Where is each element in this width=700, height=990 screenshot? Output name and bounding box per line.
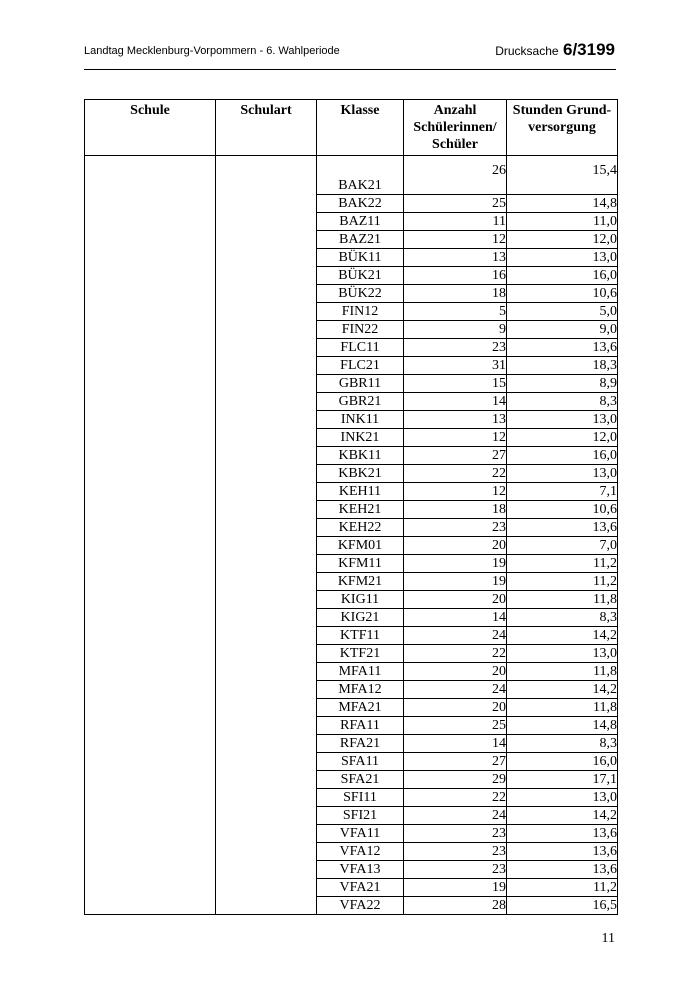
klasse-cell: FLC11 xyxy=(317,339,404,357)
anzahl-cell: 22 xyxy=(404,645,507,663)
anzahl-cell: 26 xyxy=(404,156,507,195)
klasse-cell: FIN22 xyxy=(317,321,404,339)
stunden-cell: 13,0 xyxy=(507,411,618,429)
klasse-cell: MFA11 xyxy=(317,663,404,681)
stunden-cell: 11,8 xyxy=(507,699,618,717)
klasse-cell: VFA22 xyxy=(317,897,404,915)
klasse-cell: KEH22 xyxy=(317,519,404,537)
header-parliament-title: Landtag Mecklenburg-Vorpommern - 6. Wahlperiode xyxy=(84,45,340,57)
klasse-cell: KIG11 xyxy=(317,591,404,609)
anzahl-cell: 16 xyxy=(404,267,507,285)
column-header-anzahl: Anzahl Schülerinnen/ Schüler xyxy=(404,100,507,156)
klasse-cell: KFM21 xyxy=(317,573,404,591)
anzahl-cell: 20 xyxy=(404,663,507,681)
stunden-cell: 9,0 xyxy=(507,321,618,339)
stunden-cell: 8,3 xyxy=(507,735,618,753)
anzahl-cell: 14 xyxy=(404,393,507,411)
stunden-cell: 13,0 xyxy=(507,645,618,663)
anzahl-cell: 28 xyxy=(404,897,507,915)
anzahl-cell: 24 xyxy=(404,627,507,645)
klasse-cell: BÜK22 xyxy=(317,285,404,303)
klasse-cell: SFI21 xyxy=(317,807,404,825)
anzahl-cell: 13 xyxy=(404,411,507,429)
anzahl-cell: 15 xyxy=(404,375,507,393)
klasse-cell: FIN12 xyxy=(317,303,404,321)
anzahl-cell: 14 xyxy=(404,735,507,753)
klasse-cell: MFA21 xyxy=(317,699,404,717)
klasse-cell: INK21 xyxy=(317,429,404,447)
stunden-cell: 11,2 xyxy=(507,573,618,591)
klasse-cell: FLC21 xyxy=(317,357,404,375)
page-number: 11 xyxy=(601,931,615,946)
anzahl-cell: 24 xyxy=(404,681,507,699)
klasse-cell: KEH21 xyxy=(317,501,404,519)
anzahl-cell: 9 xyxy=(404,321,507,339)
klasse-cell: MFA12 xyxy=(317,681,404,699)
klasse-cell: KIG21 xyxy=(317,609,404,627)
anzahl-cell: 24 xyxy=(404,807,507,825)
anzahl-cell: 11 xyxy=(404,213,507,231)
anzahl-cell: 20 xyxy=(404,591,507,609)
stunden-cell: 12,0 xyxy=(507,231,618,249)
header-doc-label: Drucksache xyxy=(495,44,559,58)
klasse-cell: VFA13 xyxy=(317,861,404,879)
stunden-cell: 13,6 xyxy=(507,339,618,357)
anzahl-cell: 31 xyxy=(404,357,507,375)
stunden-cell: 5,0 xyxy=(507,303,618,321)
stunden-cell: 11,8 xyxy=(507,663,618,681)
anzahl-cell: 25 xyxy=(404,717,507,735)
stunden-cell: 14,2 xyxy=(507,807,618,825)
klasse-cell: BAK21 xyxy=(317,156,404,195)
anzahl-cell: 19 xyxy=(404,879,507,897)
stunden-cell: 8,9 xyxy=(507,375,618,393)
stunden-cell: 10,6 xyxy=(507,285,618,303)
stunden-cell: 12,0 xyxy=(507,429,618,447)
klasse-cell: RFA21 xyxy=(317,735,404,753)
stunden-cell: 11,8 xyxy=(507,591,618,609)
anzahl-cell: 19 xyxy=(404,573,507,591)
klasse-cell: KTF11 xyxy=(317,627,404,645)
anzahl-cell: 12 xyxy=(404,429,507,447)
anzahl-cell: 23 xyxy=(404,861,507,879)
klasse-cell: VFA11 xyxy=(317,825,404,843)
stunden-cell: 16,5 xyxy=(507,897,618,915)
stunden-cell: 13,0 xyxy=(507,789,618,807)
schule-cell xyxy=(85,156,216,915)
stunden-cell: 11,2 xyxy=(507,555,618,573)
stunden-cell: 8,3 xyxy=(507,609,618,627)
anzahl-cell: 23 xyxy=(404,519,507,537)
anzahl-cell: 12 xyxy=(404,483,507,501)
anzahl-cell: 19 xyxy=(404,555,507,573)
column-header-schulart: Schulart xyxy=(216,100,317,156)
klasse-cell: KTF21 xyxy=(317,645,404,663)
klasse-cell: KBK21 xyxy=(317,465,404,483)
klasse-cell: BAK22 xyxy=(317,195,404,213)
table-header-row xyxy=(85,100,618,156)
anzahl-cell: 25 xyxy=(404,195,507,213)
stunden-cell: 14,8 xyxy=(507,195,618,213)
stunden-cell: 7,1 xyxy=(507,483,618,501)
klasse-cell: KFM11 xyxy=(317,555,404,573)
anzahl-cell: 20 xyxy=(404,537,507,555)
stunden-cell: 16,0 xyxy=(507,447,618,465)
anzahl-cell: 18 xyxy=(404,285,507,303)
anzahl-cell: 22 xyxy=(404,789,507,807)
klasse-cell: SFA21 xyxy=(317,771,404,789)
anzahl-cell: 20 xyxy=(404,699,507,717)
klasse-cell: INK11 xyxy=(317,411,404,429)
stunden-cell: 7,0 xyxy=(507,537,618,555)
stunden-cell: 15,4 xyxy=(507,156,618,195)
klasse-cell: VFA12 xyxy=(317,843,404,861)
table-body xyxy=(85,156,618,915)
stunden-cell: 14,2 xyxy=(507,681,618,699)
anzahl-cell: 14 xyxy=(404,609,507,627)
klasse-cell: KFM01 xyxy=(317,537,404,555)
stunden-cell: 11,2 xyxy=(507,879,618,897)
column-header-klasse: Klasse xyxy=(317,100,404,156)
anzahl-cell: 29 xyxy=(404,771,507,789)
anzahl-cell: 18 xyxy=(404,501,507,519)
stunden-cell: 17,1 xyxy=(507,771,618,789)
stunden-cell: 13,0 xyxy=(507,465,618,483)
class-hours-table xyxy=(84,99,618,915)
stunden-cell: 11,0 xyxy=(507,213,618,231)
klasse-cell: GBR11 xyxy=(317,375,404,393)
anzahl-cell: 23 xyxy=(404,825,507,843)
header-divider xyxy=(84,69,616,70)
stunden-cell: 10,6 xyxy=(507,501,618,519)
stunden-cell: 13,6 xyxy=(507,825,618,843)
klasse-cell: RFA11 xyxy=(317,717,404,735)
klasse-cell: VFA21 xyxy=(317,879,404,897)
anzahl-cell: 23 xyxy=(404,843,507,861)
anzahl-cell: 22 xyxy=(404,465,507,483)
anzahl-cell: 23 xyxy=(404,339,507,357)
klasse-cell: BÜK21 xyxy=(317,267,404,285)
klasse-cell: SFA11 xyxy=(317,753,404,771)
schulart-cell xyxy=(216,156,317,915)
table-row xyxy=(85,156,618,195)
klasse-cell: BÜK11 xyxy=(317,249,404,267)
stunden-cell: 8,3 xyxy=(507,393,618,411)
column-header-stunden: Stunden Grund-versorgung xyxy=(507,100,618,156)
stunden-cell: 13,6 xyxy=(507,519,618,537)
stunden-cell: 18,3 xyxy=(507,357,618,375)
anzahl-cell: 5 xyxy=(404,303,507,321)
anzahl-cell: 27 xyxy=(404,753,507,771)
stunden-cell: 14,2 xyxy=(507,627,618,645)
anzahl-cell: 12 xyxy=(404,231,507,249)
stunden-cell: 13,6 xyxy=(507,843,618,861)
header-doc-number: 6/3199 xyxy=(563,40,615,59)
stunden-cell: 16,0 xyxy=(507,753,618,771)
klasse-cell: KEH11 xyxy=(317,483,404,501)
column-header-schule: Schule xyxy=(85,100,216,156)
klasse-cell: BAZ11 xyxy=(317,213,404,231)
stunden-cell: 16,0 xyxy=(507,267,618,285)
stunden-cell: 14,8 xyxy=(507,717,618,735)
stunden-cell: 13,6 xyxy=(507,861,618,879)
header-document-reference xyxy=(495,40,615,60)
klasse-cell: KBK11 xyxy=(317,447,404,465)
klasse-cell: GBR21 xyxy=(317,393,404,411)
klasse-cell: BAZ21 xyxy=(317,231,404,249)
anzahl-cell: 13 xyxy=(404,249,507,267)
anzahl-cell: 27 xyxy=(404,447,507,465)
klasse-cell: SFI11 xyxy=(317,789,404,807)
stunden-cell: 13,0 xyxy=(507,249,618,267)
